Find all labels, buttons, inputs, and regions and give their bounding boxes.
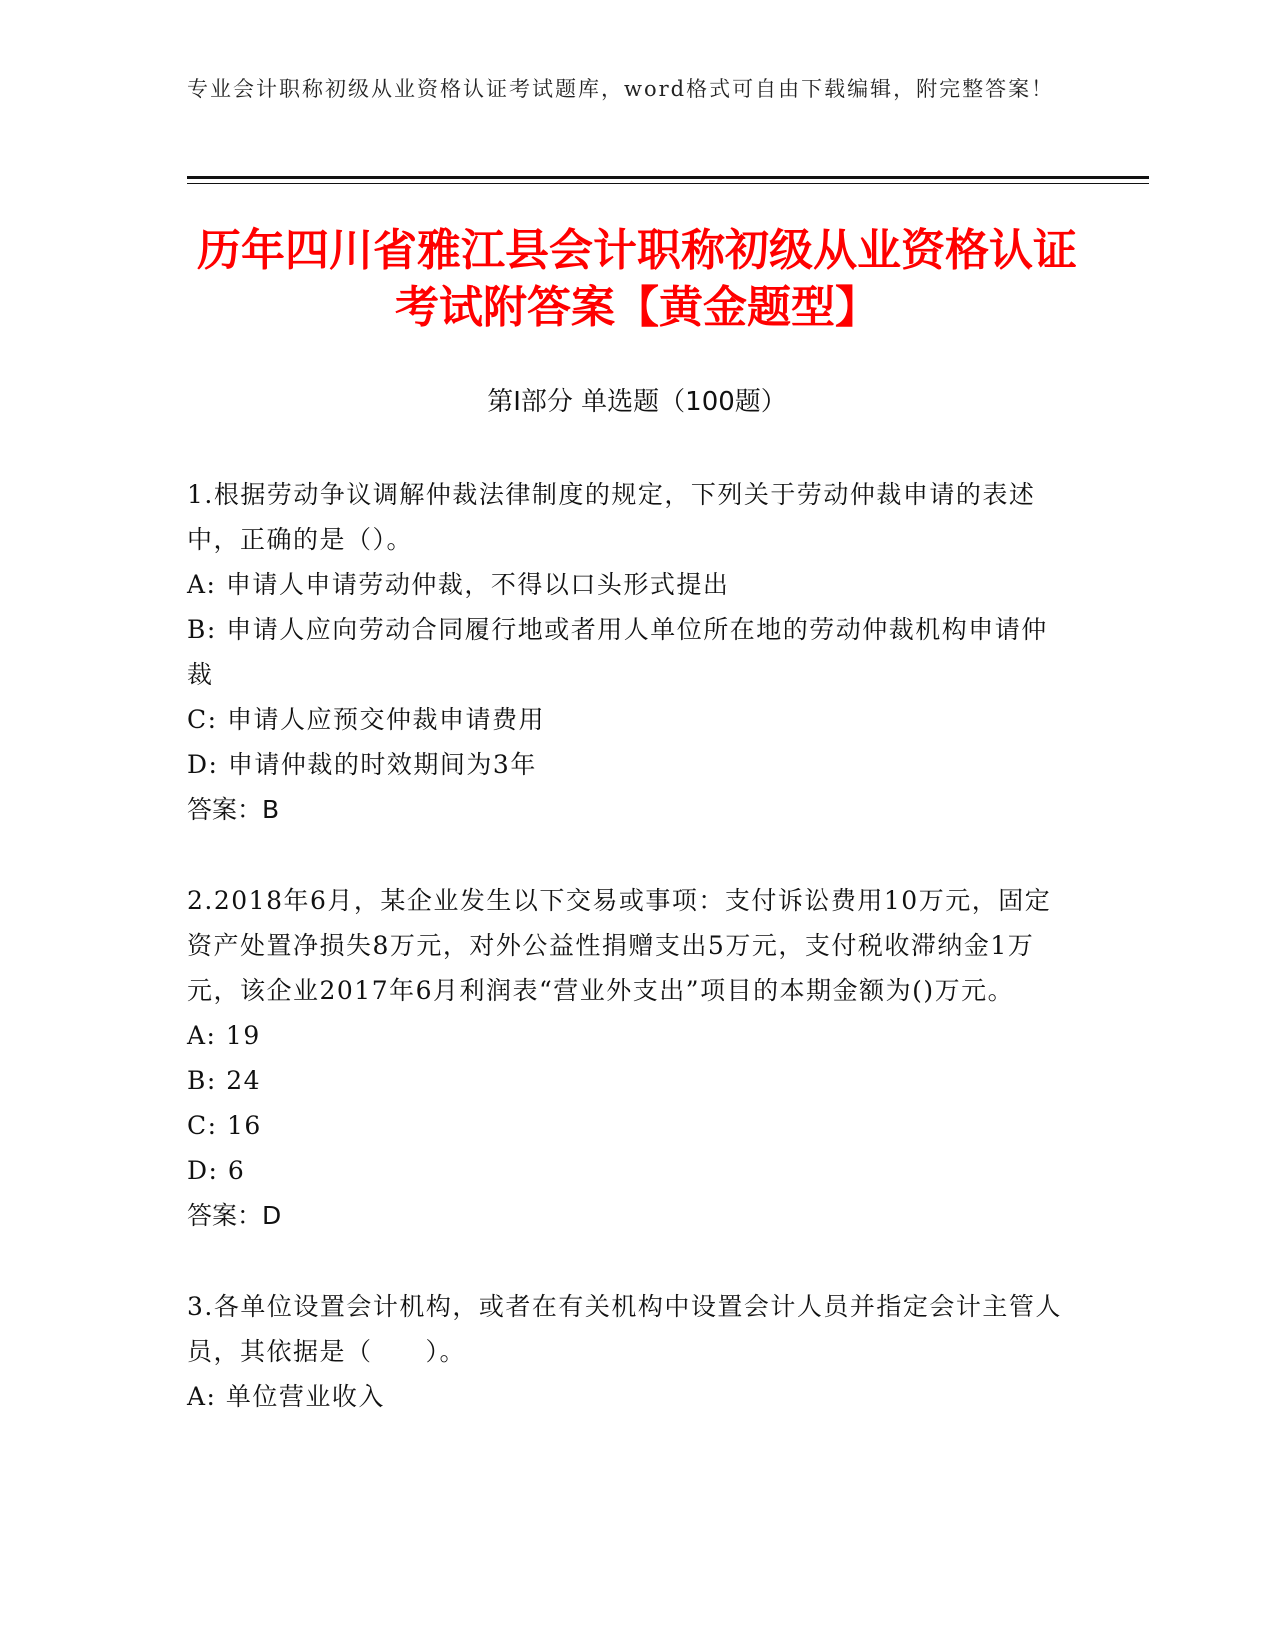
- question-list: [187, 472, 1067, 1465]
- header-divider-thin: [187, 183, 1149, 184]
- header-divider-thick: [187, 176, 1149, 179]
- question-stem: 2.2018年6月，某企业发生以下交易或事项：支付诉讼费用10万元，固定资产处置净损失8万元，对外公益性捐赠支出5万元，支付税收滞纳金1万元，该企业2017年6月利润表“营业外支出”项目的本期金额为()万元。: [187, 886, 1052, 1005]
- question-1: [187, 472, 1067, 832]
- header-note: 专业会计职称初级从业资格认证考试题库，word格式可自由下载编辑，附完整答案！: [187, 77, 1055, 101]
- option-d: D: 6: [187, 1156, 246, 1185]
- option-a: A: 申请人申请劳动仲裁，不得以口头形式提出: [187, 570, 730, 599]
- answer: 答案：D: [187, 1201, 282, 1230]
- option-b: B: 24: [187, 1066, 262, 1095]
- question-stem: 3.各单位设置会计机构，或者在有关机构中设置会计人员并指定会计主管人员，其依据是（ ）。: [187, 1292, 1062, 1366]
- option-d: D: 申请仲裁的时效期间为3年: [187, 750, 537, 779]
- section-title: 第Ⅰ部分 单选题（100题）: [487, 387, 787, 417]
- option-a: A: 19: [187, 1021, 261, 1050]
- option-a: A: 单位营业收入: [187, 1382, 385, 1411]
- document-title: 历年四川省雅江县会计职称初级从业资格认证考试附答案【黄金题型】: [197, 225, 1077, 333]
- question-2: [187, 878, 1067, 1238]
- question-3: [187, 1284, 1067, 1419]
- answer: 答案：B: [187, 795, 280, 824]
- option-c: C: 16: [187, 1111, 262, 1140]
- option-b: B: 申请人应向劳动合同履行地或者用人单位所在地的劳动仲裁机构申请仲裁: [187, 615, 1048, 689]
- question-stem: 1.根据劳动争议调解仲裁法律制度的规定，下列关于劳动仲裁申请的表述中，正确的是（）。: [187, 480, 1036, 554]
- option-c: C: 申请人应预交仲裁申请费用: [187, 705, 545, 734]
